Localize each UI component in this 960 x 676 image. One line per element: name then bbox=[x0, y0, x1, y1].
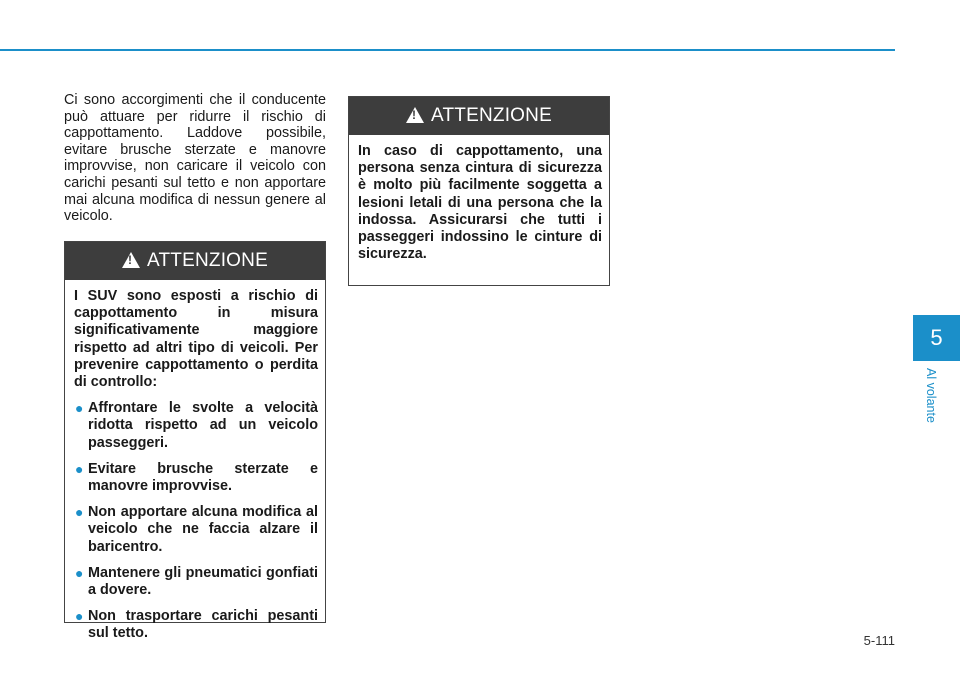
warning-body bbox=[65, 280, 325, 651]
warning-paragraph: In caso di cappottamento, una persona senza cintura di sicurezza è molto più facilmente soggetta a lesioni letali di una persona che la indossa. Assicurarsi che tutti i passeggeri indossino le cinture di sicurezza. bbox=[358, 143, 602, 263]
warning-paragraph: I SUV sono esposti a rischio di cappottamento in misura significativamente maggiore rispetto ad altri tipo di veicoli. Per prevenire cappottamento o perdita di controllo: bbox=[74, 288, 318, 391]
top-rule bbox=[0, 49, 895, 51]
intro-paragraph: Ci sono accorgimenti che il conducente può attuare per ridurre il rischio di cappottamento. Laddove possibile, evitare brusche sterzate e manovre improvvise, non caricare il veicolo con carichi pesanti sul tetto e non apportare mai alcuna modifica di nessun genere al veicolo. bbox=[64, 92, 326, 225]
bullet-dot-icon: ● bbox=[75, 564, 84, 581]
warning-triangle-icon bbox=[406, 107, 424, 123]
chapter-tab: 5 bbox=[913, 315, 960, 361]
page-number: 5-111 bbox=[863, 633, 895, 648]
list-item: ● Non apportare alcuna modifica al veicolo che ne faccia alzare il baricentro. bbox=[75, 504, 318, 555]
list-item: ● Affrontare le svolte a velocità ridotta rispetto ad un veicolo passeggeri. bbox=[75, 400, 318, 451]
warning-bullet-list bbox=[74, 400, 318, 642]
warning-body bbox=[349, 135, 609, 271]
bullet-dot-icon: ● bbox=[75, 608, 84, 625]
warning-box-seatbelt bbox=[348, 96, 610, 286]
bullet-dot-icon: ● bbox=[75, 400, 84, 417]
warning-header bbox=[65, 242, 325, 280]
bullet-dot-icon: ● bbox=[75, 460, 84, 477]
warning-title: ATTENZIONE bbox=[147, 250, 268, 271]
warning-title: ATTENZIONE bbox=[431, 105, 552, 126]
warning-box-suv-rollover bbox=[64, 241, 326, 642]
bullet-dot-icon: ● bbox=[75, 504, 84, 521]
list-item: ● Evitare brusche sterzate e manovre improvvise. bbox=[75, 460, 318, 495]
warning-header bbox=[349, 97, 609, 135]
list-item: ● Non trasportare carichi pesanti sul tetto. bbox=[75, 608, 318, 642]
list-item: ● Mantenere gli pneumatici gonfiati a dovere. bbox=[75, 564, 318, 599]
chapter-label: Al volante bbox=[924, 368, 938, 423]
warning-triangle-icon bbox=[122, 252, 140, 268]
